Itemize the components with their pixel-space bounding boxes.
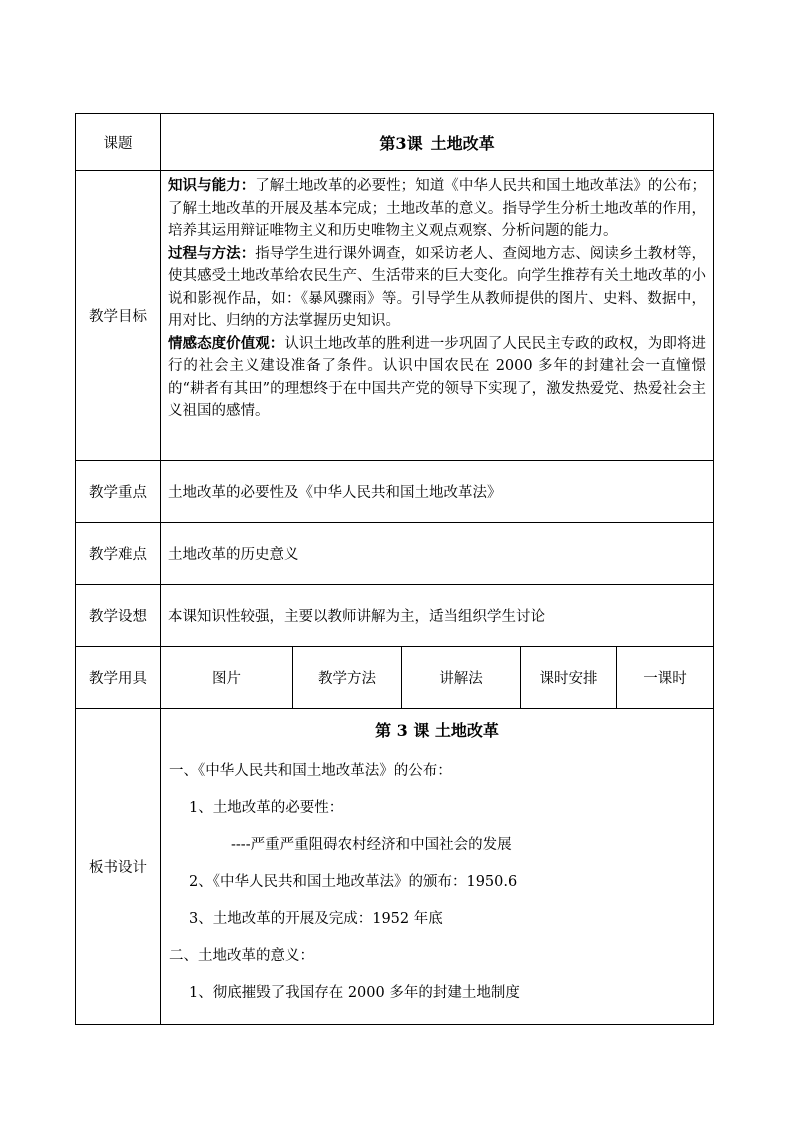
knowledge-text: 了解土地改革的必要性；知道《中华人民共和国土地改革法》的公布；了解土地改革的开展及基本完成；土地改革的意义。指导学生分析土地改革的作用，培养其运用辩证唯物主义和历史唯物主义观点观察、分析问题的能力。 [168,178,707,239]
objective-emotion [168,333,706,423]
row-tools [76,647,714,709]
process-heading: 过程与方法： [168,244,256,262]
tools-value: 图片 [161,647,293,709]
objectives-label: 教学目标 [76,171,161,461]
row-board [76,709,714,1025]
title-number: 3 [395,133,407,153]
board-content [161,709,714,1025]
lesson-title [161,114,714,171]
row-design [76,585,714,647]
tools-label: 教学用具 [76,647,161,709]
schedule-label: 课时安排 [521,647,617,709]
board-line-4: 2、《中华人民共和国土地改革法》的颁布：1950.6 [189,874,518,890]
board-title: 第 3 课 土地改革 [375,721,499,740]
method-label: 教学方法 [293,647,402,709]
objective-knowledge [168,175,706,243]
knowledge-heading: 知识与能力： [168,177,256,194]
title-prefix: 第 [379,133,396,153]
row-key-points [76,461,714,523]
difficulties-text: 土地改革的历史意义 [161,523,714,585]
subject-label: 课题 [76,114,161,171]
board-line-1: 一、《中华人民共和国土地改革法》的公布： [169,763,452,779]
key-points-label: 教学重点 [76,461,161,523]
row-objectives [76,171,714,461]
board-line-7: 1、彻底摧毁了我国存在 2000 多年的封建土地制度 [189,985,520,1001]
difficulties-label: 教学难点 [76,523,161,585]
emotion-heading: 情感态度价值观： [168,334,285,352]
emotion-text: 认识土地改革的胜利进一步巩固了人民民主专政的政权，为即将进行的社会主义建设准备了条件。认识中国农民在 2000 多年的封建社会一直憧憬的“耕者有其田”的理想终于在中国共产党的领导下实现了，激发热爱党、热爱社会主义祖国的感情。 [168,335,707,419]
board-label: 板书设计 [76,709,161,1025]
row-difficulties [76,523,714,585]
board-line-5: 3、土地改革的开展及完成：1952 年底 [189,911,443,927]
board-line-3: ----严重严重阻碍农村经济和中国社会的发展 [231,837,512,853]
design-label: 教学设想 [76,585,161,647]
board-line-6: 二、土地改革的意义： [169,948,314,964]
objectives-content [161,171,714,461]
schedule-value: 一课时 [617,647,714,709]
lesson-plan-table [75,113,714,1025]
row-subject [76,114,714,171]
key-points-text: 土地改革的必要性及《中华人民共和国土地改革法》 [161,461,714,523]
objective-process [168,243,706,333]
design-text: 本课知识性较强，主要以教师讲解为主，适当组织学生讨论 [161,585,714,647]
board-line-2: 1、土地改革的必要性： [189,800,344,816]
method-value: 讲解法 [402,647,521,709]
title-unit: 课 [406,133,423,153]
title-name: 土地改革 [430,133,495,153]
process-text: 指导学生进行课外调查，如采访老人、查阅地方志、阅读乡土教材等，使其感受土地改革给农民生产、生活带来的巨大变化。向学生推荐有关土地改革的小说和影视作品，如：《暴风骤雨》等。引导学生从教师提供的图片、史料、数据中，用对比、归纳的方法掌握历史知识。 [168,245,707,329]
